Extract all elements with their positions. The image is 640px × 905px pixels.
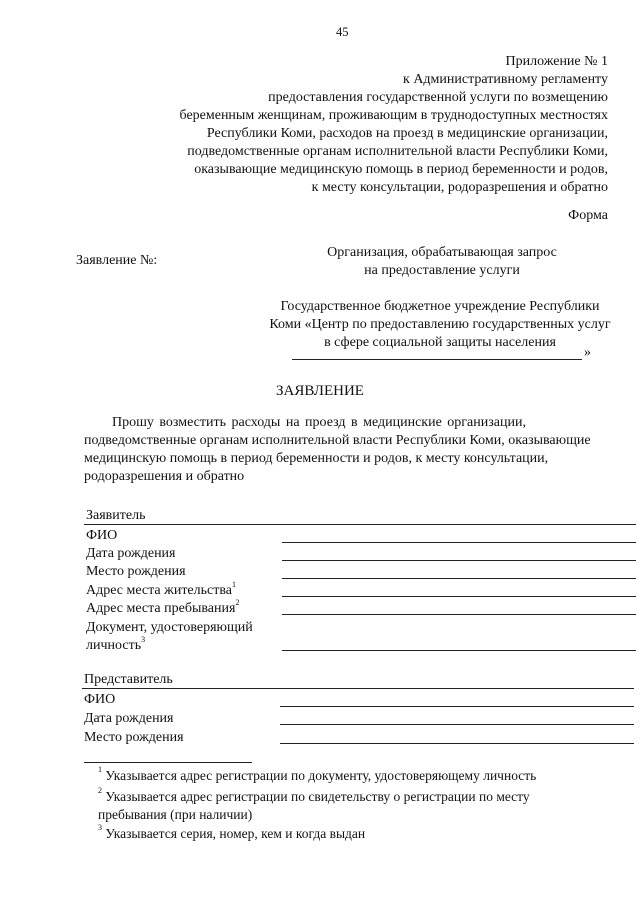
representative-fio-label: ФИО xyxy=(84,692,116,707)
footnote-text: Указывается адрес регистрации по свидетельству о регистрации по месту xyxy=(105,789,530,804)
representative-header-rule xyxy=(82,688,634,689)
org-name: Коми «Центр по предоставлению государственных услуг xyxy=(269,317,611,332)
representative-header: Представитель xyxy=(84,672,173,687)
footnote-number: 3 xyxy=(98,823,102,832)
applicant-id-doc-field[interactable] xyxy=(282,650,636,651)
footnote-2 xyxy=(98,786,530,805)
page-number: 45 xyxy=(336,25,349,39)
applicant-stay-label xyxy=(86,598,240,617)
org-caption: Организация, обрабатывающая запрос xyxy=(327,245,557,260)
applicant-id-doc-label: Документ, удостоверяющий xyxy=(86,620,253,635)
applicant-id-doc-label-2 xyxy=(86,635,146,654)
applicant-header-rule xyxy=(84,524,636,525)
form-label: Форма xyxy=(568,208,608,223)
representative-fio-field[interactable] xyxy=(280,706,634,707)
applicant-header: Заявитель xyxy=(86,508,146,523)
applicant-birth-place-label: Место рождения xyxy=(86,564,186,579)
footnote-2-cont: пребывания (при наличии) xyxy=(98,807,253,822)
appendix-line: Республики Коми, расходов на проезд в медицинские организации, xyxy=(206,126,608,141)
representative-birth-date-field[interactable] xyxy=(280,724,634,725)
applicant-birth-date-label: Дата рождения xyxy=(86,546,176,561)
appendix-line: оказывающие медицинскую помощь в период беременности и родов, xyxy=(194,162,608,177)
org-caption: на предоставление услуги xyxy=(364,263,520,278)
stay-label-text: Адрес места пребывания xyxy=(86,601,236,616)
applicant-birth-place-field[interactable] xyxy=(282,578,636,579)
footnote-ref: 1 xyxy=(232,580,236,589)
appendix-title: Приложение № 1 xyxy=(505,54,608,69)
footnote-number: 1 xyxy=(98,765,102,774)
document-title: ЗАЯВЛЕНИЕ xyxy=(276,383,364,399)
representative-birth-place-field[interactable] xyxy=(280,743,634,744)
org-name: в сфере социальной защиты населения xyxy=(324,335,556,350)
appendix-line: к месту консультации, родоразрешения и обратно xyxy=(311,180,608,195)
footnote-3 xyxy=(98,823,366,842)
footnote-separator xyxy=(84,762,252,763)
footnote-ref: 3 xyxy=(141,635,146,644)
body-line: родоразрешения и обратно xyxy=(84,469,245,484)
applicant-residence-field[interactable] xyxy=(282,596,636,597)
applicant-stay-field[interactable] xyxy=(282,614,636,615)
id-doc-label-text: личность xyxy=(86,638,142,653)
footnote-ref: 2 xyxy=(235,598,240,607)
applicant-residence-label xyxy=(86,580,236,599)
org-name: Государственное бюджетное учреждение Республики xyxy=(280,299,600,314)
representative-birth-place-label: Место рождения xyxy=(84,730,184,745)
footnote-text: Указывается серия, номер, кем и когда выдан xyxy=(105,826,366,841)
body-line: медицинскую помощь в период беременности и родов, к месту консультации, xyxy=(84,451,549,466)
org-close-quote: » xyxy=(584,345,591,360)
appendix-line: подведомственные органам исполнительной власти Республики Коми, xyxy=(187,144,608,159)
appendix-line: к Административному регламенту xyxy=(403,72,608,87)
footnote-1 xyxy=(98,765,537,784)
representative-birth-date-label: Дата рождения xyxy=(84,711,174,726)
body-line: подведомственные органам исполнительной власти Республики Коми, оказывающие xyxy=(84,433,591,448)
applicant-fio-label: ФИО xyxy=(86,528,118,543)
body-line: Прошу возместить расходы на проезд в медицинские организации, xyxy=(112,415,526,430)
footnote-number: 2 xyxy=(98,786,102,795)
applicant-fio-field[interactable] xyxy=(282,542,636,543)
residence-label-text: Адрес места жительства xyxy=(86,583,232,598)
application-number-label: Заявление №: xyxy=(76,253,158,268)
org-name-underline xyxy=(292,359,582,360)
appendix-line: беременным женщинам, проживающим в труднодоступных местностях xyxy=(179,108,608,123)
applicant-birth-date-field[interactable] xyxy=(282,560,636,561)
appendix-line: предоставления государственной услуги по возмещению xyxy=(268,90,608,105)
footnote-text: Указывается адрес регистрации по документу, удостоверяющему личность xyxy=(105,768,537,783)
